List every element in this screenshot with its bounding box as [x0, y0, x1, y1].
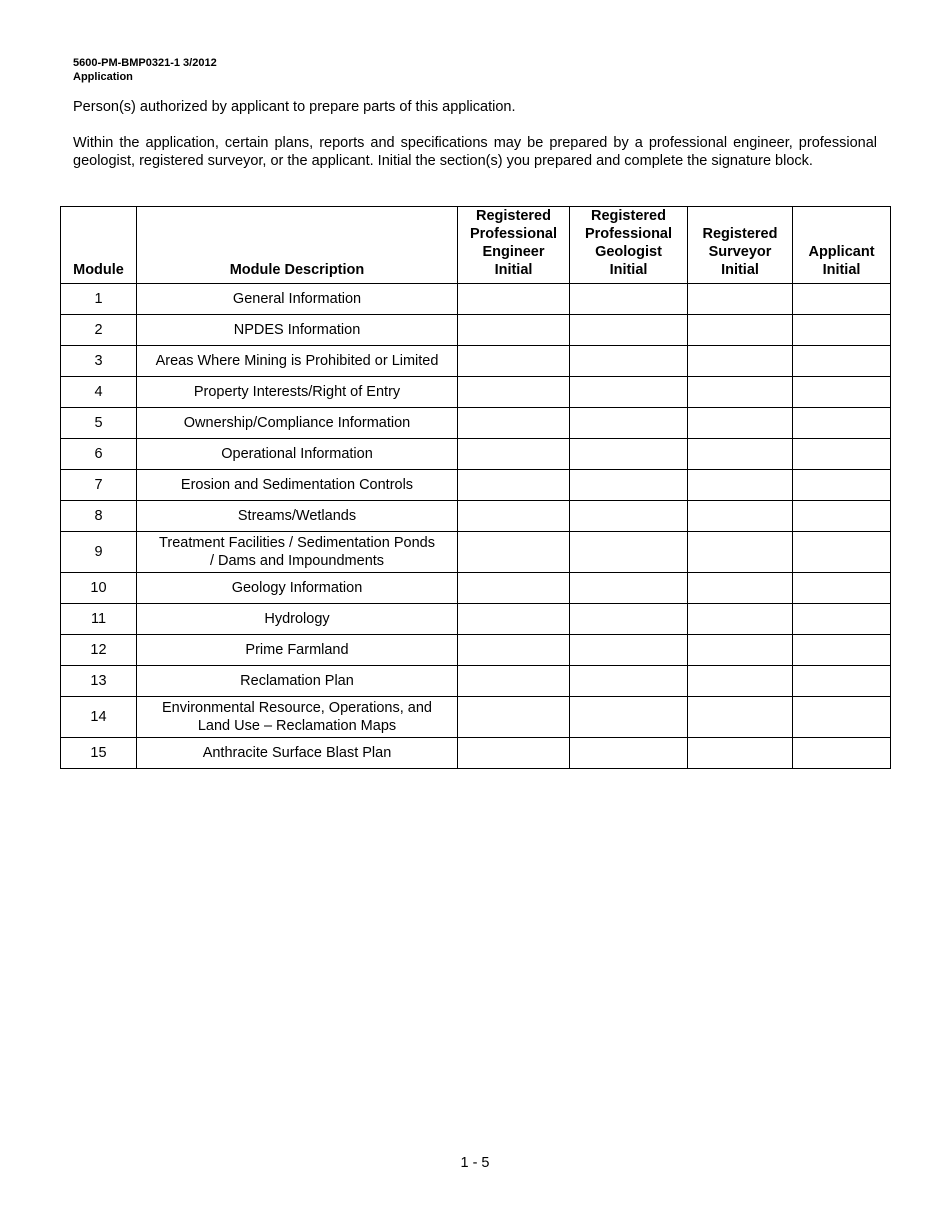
engineer-initial-field[interactable]: [458, 346, 570, 377]
table-row: [61, 439, 891, 470]
surveyor-initial-field[interactable]: [688, 666, 793, 697]
applicant-initial-field[interactable]: [793, 604, 891, 635]
module-description: Streams/Wetlands: [137, 501, 458, 532]
applicant-initial-field[interactable]: [793, 470, 891, 501]
table-row: [61, 666, 891, 697]
surveyor-initial-field[interactable]: [688, 470, 793, 501]
surveyor-initial-field[interactable]: [688, 604, 793, 635]
geologist-initial-field[interactable]: [570, 470, 688, 501]
table-row: [61, 470, 891, 501]
applicant-initial-field[interactable]: [793, 738, 891, 769]
module-description: Geology Information: [137, 573, 458, 604]
geologist-initial-field[interactable]: [570, 635, 688, 666]
header-surveyor-initial: Registered Surveyor Initial: [688, 207, 793, 284]
surveyor-initial-field[interactable]: [688, 635, 793, 666]
module-number: 4: [61, 377, 137, 408]
intro-text: Person(s) authorized by applicant to prepare parts of this application.: [73, 99, 516, 115]
surveyor-initial-field[interactable]: [688, 697, 793, 738]
module-description: Erosion and Sedimentation Controls: [137, 470, 458, 501]
surveyor-initial-field[interactable]: [688, 532, 793, 573]
applicant-initial-field[interactable]: [793, 697, 891, 738]
engineer-initial-field[interactable]: [458, 470, 570, 501]
table-body: [61, 284, 891, 769]
table-row: [61, 408, 891, 439]
geologist-initial-field[interactable]: [570, 377, 688, 408]
header-engineer-initial: Registered Professional Engineer Initial: [458, 207, 570, 284]
form-number: 5600-PM-BMP0321-1 3/2012: [73, 57, 217, 69]
geologist-initial-field[interactable]: [570, 439, 688, 470]
form-title: Application: [73, 71, 133, 83]
module-number: 2: [61, 315, 137, 346]
engineer-initial-field[interactable]: [458, 284, 570, 315]
applicant-initial-field[interactable]: [793, 532, 891, 573]
applicant-initial-field[interactable]: [793, 377, 891, 408]
module-description: Treatment Facilities / Sedimentation Ponds / Dams and Impoundments: [137, 532, 458, 573]
table-row: [61, 501, 891, 532]
module-description: Ownership/Compliance Information: [137, 408, 458, 439]
surveyor-initial-field[interactable]: [688, 408, 793, 439]
applicant-initial-field[interactable]: [793, 346, 891, 377]
surveyor-initial-field[interactable]: [688, 377, 793, 408]
engineer-initial-field[interactable]: [458, 604, 570, 635]
module-description: Operational Information: [137, 439, 458, 470]
table-row: [61, 315, 891, 346]
header-module: Module: [61, 207, 137, 284]
module-description: General Information: [137, 284, 458, 315]
surveyor-initial-field[interactable]: [688, 346, 793, 377]
applicant-initial-field[interactable]: [793, 666, 891, 697]
page-number: 1 - 5: [460, 1155, 490, 1171]
geologist-initial-field[interactable]: [570, 346, 688, 377]
module-description: Anthracite Surface Blast Plan: [137, 738, 458, 769]
geologist-initial-field[interactable]: [570, 284, 688, 315]
module-description: Hydrology: [137, 604, 458, 635]
applicant-initial-field[interactable]: [793, 439, 891, 470]
table-row: [61, 738, 891, 769]
module-number: 14: [61, 697, 137, 738]
applicant-initial-field[interactable]: [793, 635, 891, 666]
table-row: [61, 697, 891, 738]
module-description: Environmental Resource, Operations, and Land Use – Reclamation Maps: [137, 697, 458, 738]
module-number: 7: [61, 470, 137, 501]
applicant-initial-field[interactable]: [793, 315, 891, 346]
geologist-initial-field[interactable]: [570, 697, 688, 738]
module-number: 6: [61, 439, 137, 470]
engineer-initial-field[interactable]: [458, 666, 570, 697]
geologist-initial-field[interactable]: [570, 666, 688, 697]
module-description: Reclamation Plan: [137, 666, 458, 697]
engineer-initial-field[interactable]: [458, 408, 570, 439]
instructions-text: Within the application, certain plans, reports and specifications may be prepared by a professional engineer, professional geologist, registered surveyor, or the applicant. Initial the section(s) you prepared and complete the signature block.: [73, 135, 877, 169]
module-number: 8: [61, 501, 137, 532]
form-identifier: [73, 56, 217, 84]
geologist-initial-field[interactable]: [570, 573, 688, 604]
engineer-initial-field[interactable]: [458, 377, 570, 408]
table-row: [61, 573, 891, 604]
module-number: 9: [61, 532, 137, 573]
engineer-initial-field[interactable]: [458, 697, 570, 738]
module-number: 10: [61, 573, 137, 604]
surveyor-initial-field[interactable]: [688, 738, 793, 769]
table-header-row: [61, 207, 891, 284]
header-module-description: Module Description: [137, 207, 458, 284]
applicant-initial-field[interactable]: [793, 501, 891, 532]
module-initials-table: [60, 206, 891, 769]
geologist-initial-field[interactable]: [570, 532, 688, 573]
module-description: Areas Where Mining is Prohibited or Limited: [137, 346, 458, 377]
module-number: 11: [61, 604, 137, 635]
engineer-initial-field[interactable]: [458, 738, 570, 769]
module-description: Property Interests/Right of Entry: [137, 377, 458, 408]
applicant-initial-field[interactable]: [793, 284, 891, 315]
table-row: [61, 377, 891, 408]
engineer-initial-field[interactable]: [458, 439, 570, 470]
header-applicant-initial: Applicant Initial: [793, 207, 891, 284]
table-row: [61, 532, 891, 573]
table-row: [61, 635, 891, 666]
engineer-initial-field[interactable]: [458, 635, 570, 666]
table-row: [61, 346, 891, 377]
module-number: 13: [61, 666, 137, 697]
geologist-initial-field[interactable]: [570, 501, 688, 532]
applicant-initial-field[interactable]: [793, 573, 891, 604]
surveyor-initial-field[interactable]: [688, 573, 793, 604]
module-description: Prime Farmland: [137, 635, 458, 666]
module-number: 15: [61, 738, 137, 769]
engineer-initial-field[interactable]: [458, 573, 570, 604]
module-description: NPDES Information: [137, 315, 458, 346]
engineer-initial-field[interactable]: [458, 315, 570, 346]
geologist-initial-field[interactable]: [570, 738, 688, 769]
module-number: 3: [61, 346, 137, 377]
engineer-initial-field[interactable]: [458, 532, 570, 573]
surveyor-initial-field[interactable]: [688, 501, 793, 532]
module-number: 1: [61, 284, 137, 315]
header-geologist-initial: Registered Professional Geologist Initial: [570, 207, 688, 284]
geologist-initial-field[interactable]: [570, 315, 688, 346]
table-row: [61, 284, 891, 315]
applicant-initial-field[interactable]: [793, 408, 891, 439]
engineer-initial-field[interactable]: [458, 501, 570, 532]
module-number: 5: [61, 408, 137, 439]
surveyor-initial-field[interactable]: [688, 439, 793, 470]
geologist-initial-field[interactable]: [570, 604, 688, 635]
surveyor-initial-field[interactable]: [688, 315, 793, 346]
module-number: 12: [61, 635, 137, 666]
surveyor-initial-field[interactable]: [688, 284, 793, 315]
table-row: [61, 604, 891, 635]
geologist-initial-field[interactable]: [570, 408, 688, 439]
